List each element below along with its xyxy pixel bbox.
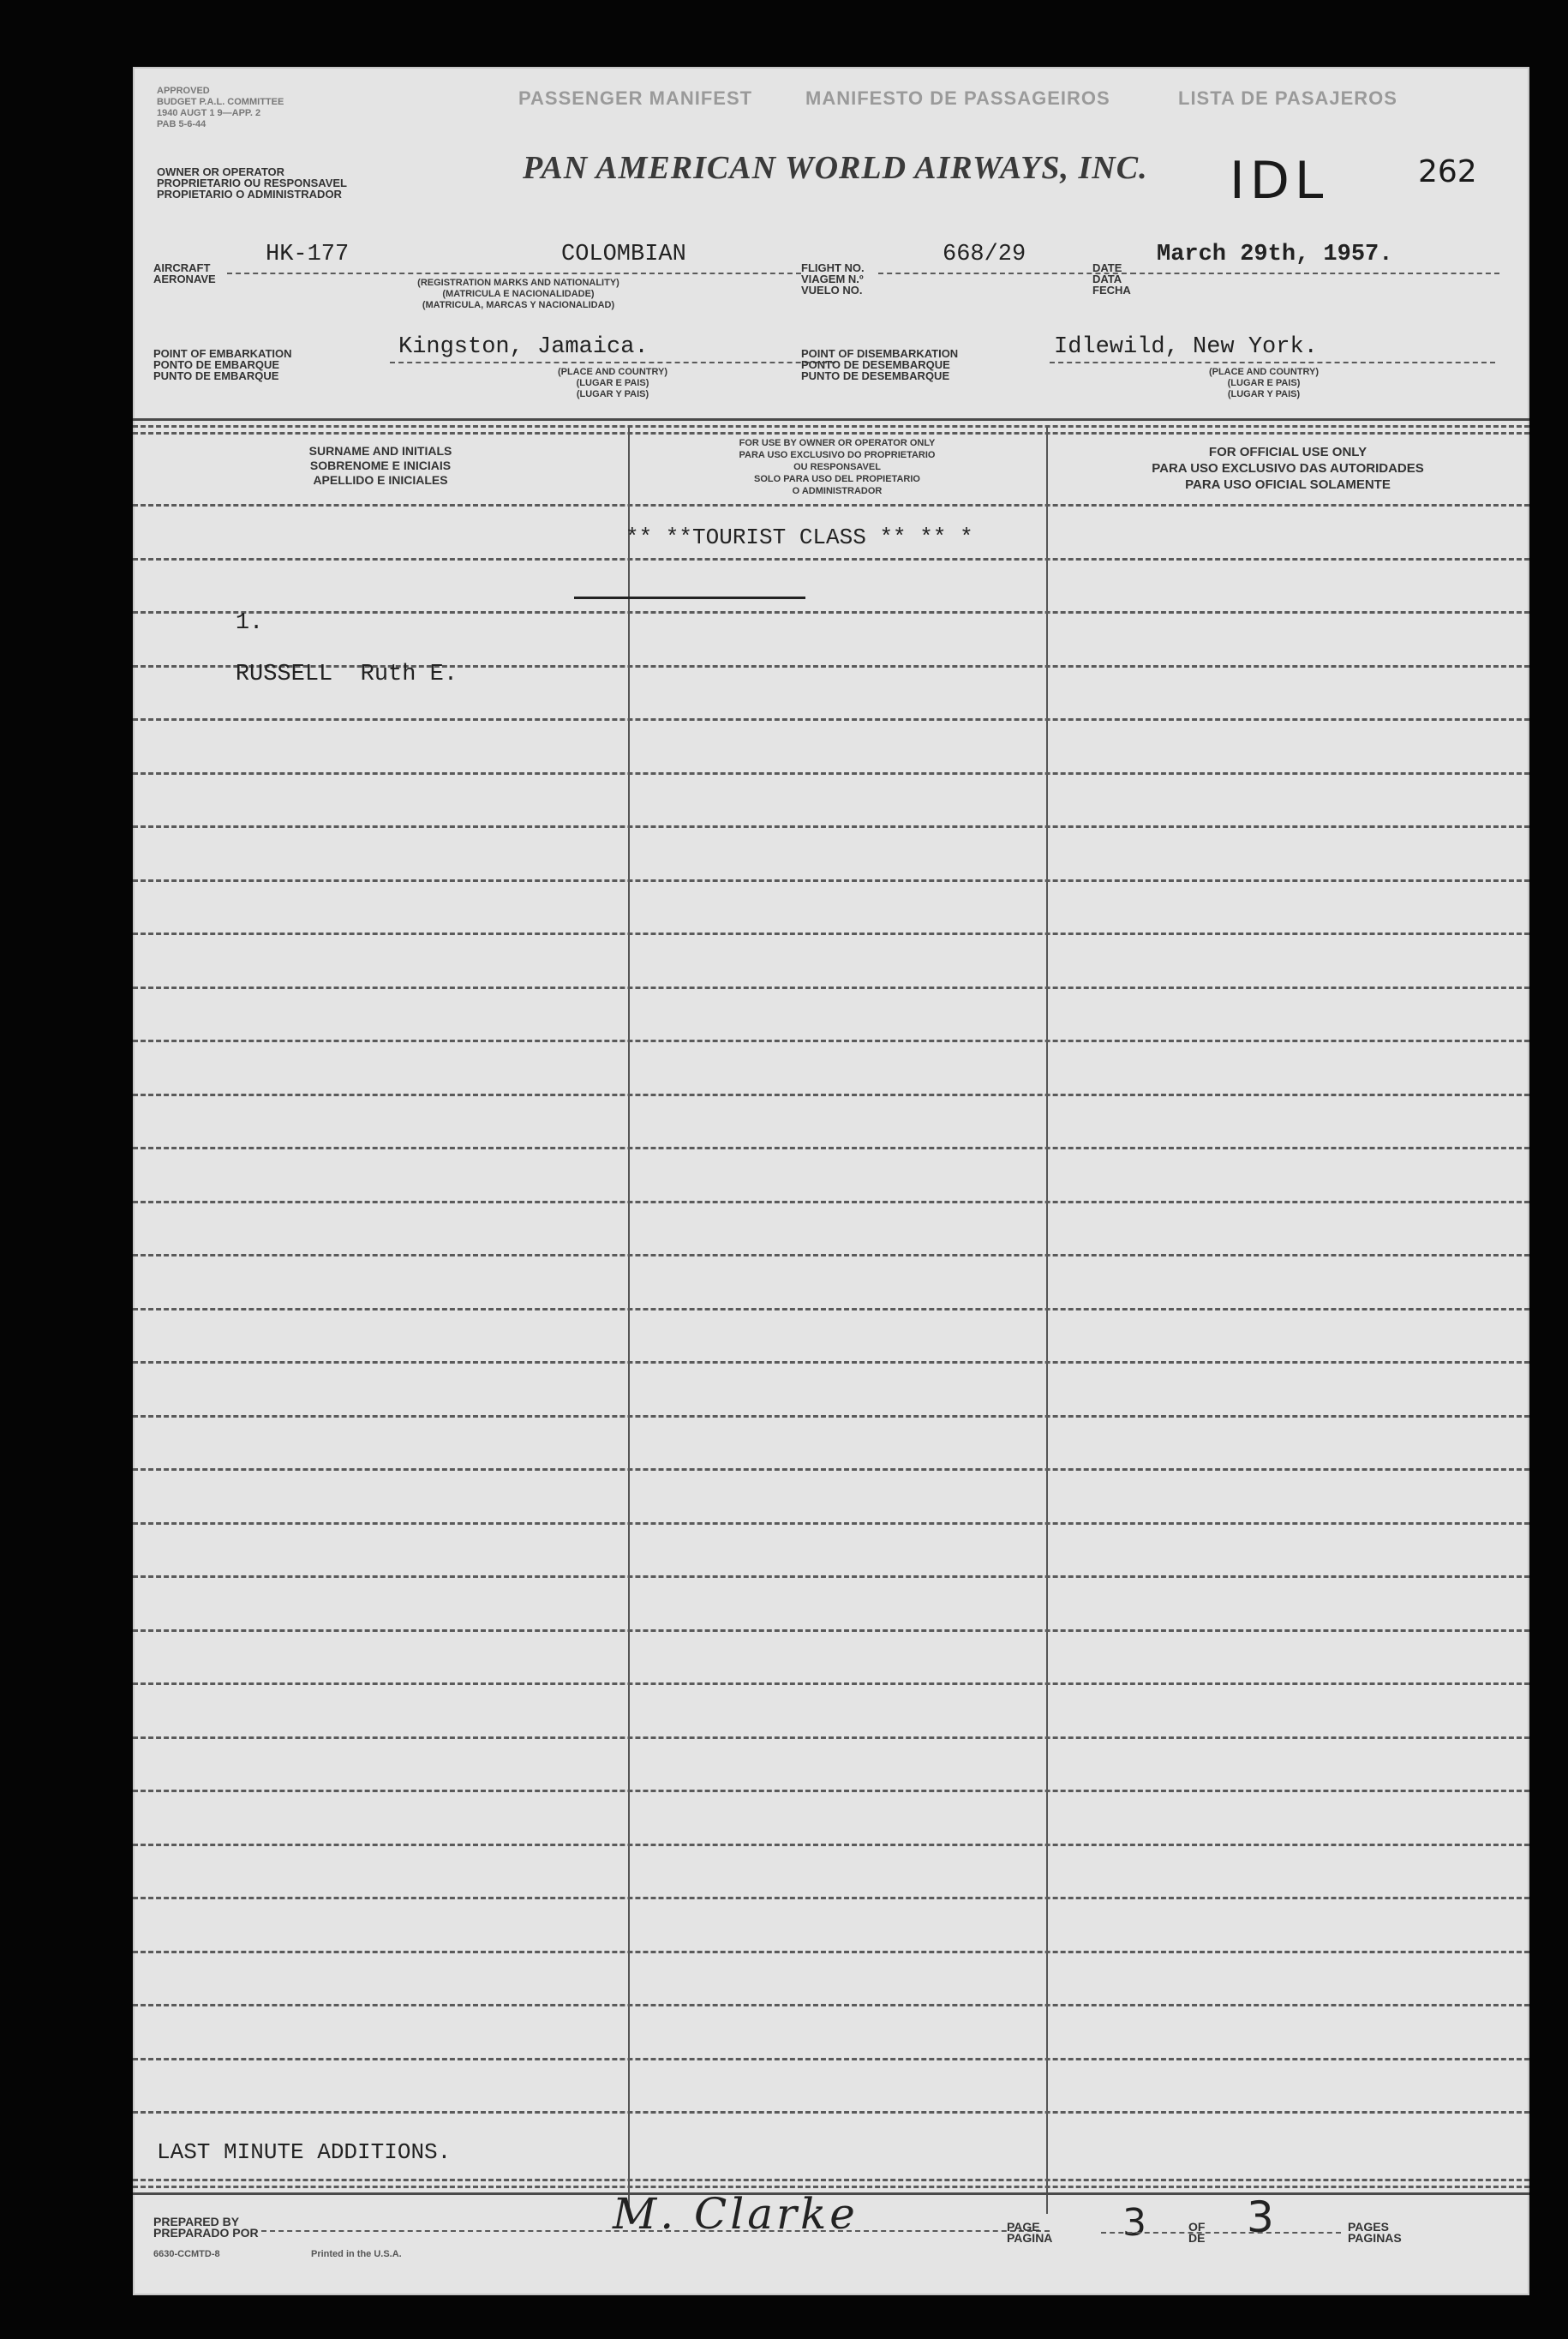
approval-line: 1940 AUGT 1 9—APP. 2 — [157, 108, 261, 118]
page-underline — [1101, 2232, 1341, 2234]
embarkation-label-pt: PONTO DE EMBARQUE — [153, 358, 280, 371]
table-row-line — [133, 1844, 1529, 1846]
manifest-sheet — [133, 67, 1529, 2295]
aircraft-label — [153, 262, 216, 285]
prepared-label-pt: PREPARADO POR — [153, 2226, 259, 2240]
table-row-line — [133, 2111, 1529, 2114]
embarkation-underline — [390, 362, 835, 363]
table-row-line — [133, 825, 1529, 828]
date-label-pt: DATA — [1092, 273, 1122, 285]
aircraft-sub-en: (REGISTRATION MARKS AND NATIONALITY) — [417, 278, 619, 288]
page-label — [1007, 2222, 1052, 2244]
aircraft-sub-pt: (MATRICULA E NACIONALIDADE) — [442, 289, 595, 299]
owner-label-es: PROPIETARIO O ADMINISTRADOR — [157, 188, 342, 201]
disembarkation-sub-en: (PLACE AND COUNTRY) — [1208, 367, 1320, 377]
table-row-line — [133, 879, 1529, 882]
disembarkation-sublabels — [1135, 367, 1392, 400]
table-row-line — [133, 1629, 1529, 1632]
bottom-rule-1 — [133, 2179, 1529, 2181]
disembarkation-label-en: POINT OF DISEMBARKATION — [801, 347, 959, 360]
annotation-number: 262 — [1418, 154, 1477, 189]
column-header-official — [1046, 444, 1529, 493]
last-minute-additions: LAST MINUTE ADDITIONS. — [157, 2139, 452, 2165]
table-row-line — [133, 1682, 1529, 1685]
disembarkation-label-pt: PONTO DE DESEMBARQUE — [801, 358, 950, 371]
prepared-label-en: PREPARED BY — [153, 2215, 240, 2228]
embarkation-label-es: PUNTO DE EMBARQUE — [153, 369, 279, 382]
column-header-line: SOLO PARA USO DEL PROPIETARIO — [754, 474, 920, 484]
passenger-name: RUSSELL Ruth E. — [235, 662, 458, 687]
disembarkation-label — [801, 348, 958, 381]
embarkation-sublabels — [484, 367, 741, 400]
flight-label — [801, 262, 865, 296]
table-row-line — [133, 933, 1529, 935]
title-es: LISTA DE PASAJEROS — [1178, 87, 1397, 109]
column-header-line: FOR OFFICIAL USE ONLY — [1208, 445, 1368, 459]
approval-block — [157, 86, 284, 130]
aircraft-label-en: AIRCRAFT — [153, 261, 211, 274]
column-header-line: O ADMINISTRADOR — [792, 486, 883, 496]
title-en: PASSENGER MANIFEST — [518, 87, 753, 109]
table-row-line — [133, 1415, 1529, 1418]
table-row-line — [133, 504, 1529, 507]
flight-label-es: VUELO NO. — [801, 284, 863, 297]
table-row-line — [133, 2058, 1529, 2060]
aircraft-registration: HK-177 — [266, 242, 350, 267]
embarkation-sub-en: (PLACE AND COUNTRY) — [557, 367, 668, 377]
column-header-line: FOR USE BY OWNER OR OPERATOR ONLY — [739, 438, 936, 448]
column-header-line: PARA USO EXCLUSIVO DO PROPRIETARIO — [739, 450, 936, 460]
approval-line: PAB 5-6-44 — [157, 119, 206, 129]
of-label-en: OF — [1188, 2220, 1206, 2234]
owner-label-pt: PROPRIETARIO OU RESPONSAVEL — [157, 177, 347, 189]
page-label-en: PAGE — [1007, 2220, 1040, 2234]
bottom-rule-2 — [133, 2186, 1529, 2188]
of-label-es: DE — [1188, 2231, 1206, 2245]
table-top-rule-3 — [133, 432, 1529, 435]
column-header-line: SOBRENOME E INICIAIS — [309, 459, 452, 472]
embarkation-sub-es: (LUGAR Y PAIS) — [576, 389, 649, 399]
column-header-line: OU RESPONSAVEL — [793, 462, 881, 472]
class-banner: ** **TOURIST CLASS ** ** * — [625, 525, 973, 550]
table-row-line — [133, 558, 1529, 561]
flight-number: 668/29 — [943, 242, 1026, 267]
prepared-by-label — [153, 2216, 259, 2239]
table-top-rule-2 — [133, 425, 1529, 428]
printed-note: Printed in the U.S.A. — [311, 2249, 402, 2259]
date-label-es: FECHA — [1092, 284, 1131, 297]
table-row-line — [133, 1575, 1529, 1578]
table-row-line — [133, 1790, 1529, 1792]
aircraft-underline — [227, 273, 801, 274]
aircraft-sub-es: (MATRICULA, MARCAS Y NACIONALIDAD) — [422, 300, 615, 310]
embarkation-label — [153, 348, 292, 381]
disembarkation-underline — [1050, 362, 1495, 363]
embarkation-sub-pt: (LUGAR E PAIS) — [576, 378, 649, 388]
pages-label — [1348, 2222, 1402, 2244]
embarkation-value: Kingston, Jamaica. — [398, 334, 649, 360]
date-label — [1092, 262, 1131, 296]
date-label-en: DATE — [1092, 261, 1122, 274]
column-header-line: APELLIDO E INICIALES — [313, 473, 448, 487]
disembarkation-sub-es: (LUGAR Y PAIS) — [1227, 389, 1301, 399]
aircraft-nationality: COLOMBIAN — [561, 242, 686, 267]
owner-name: PAN AMERICAN WORLD AIRWAYS, INC. — [523, 150, 1148, 186]
table-row-line — [133, 1897, 1529, 1899]
column-header-operator — [628, 437, 1046, 497]
aircraft-sublabels — [304, 278, 733, 311]
signature: M. Clarke — [613, 2189, 859, 2239]
table-row-line — [133, 1736, 1529, 1739]
form-number: 6630-CCMTD-8 — [153, 2249, 220, 2259]
page-label-es: PAGINA — [1007, 2231, 1053, 2245]
aircraft-label-pt: AERONAVE — [153, 273, 216, 285]
column-divider-2 — [1046, 427, 1048, 2214]
table-row-line — [133, 1951, 1529, 1953]
date-underline — [1131, 273, 1499, 274]
table-row-line — [133, 987, 1529, 989]
table-row-line — [133, 1522, 1529, 1525]
pages-label-en: PAGES — [1348, 2220, 1389, 2234]
table-top-rule — [133, 418, 1529, 421]
column-header-line: PARA USO EXCLUSIVO DAS AUTORIDADES — [1152, 461, 1424, 476]
disembarkation-sub-pt: (LUGAR E PAIS) — [1227, 378, 1301, 388]
passenger-strike-line — [574, 597, 805, 599]
page-value: 3 — [1122, 2201, 1146, 2245]
table-row-line — [133, 1254, 1529, 1256]
date-value: March 29th, 1957. — [1157, 242, 1393, 267]
table-row-line — [133, 1040, 1529, 1042]
disembarkation-label-es: PUNTO DE DESEMBARQUE — [801, 369, 950, 382]
pages-label-es: PAGINAS — [1348, 2231, 1402, 2245]
title-pt: MANIFESTO DE PASSAGEIROS — [805, 87, 1110, 109]
table-row-line — [133, 1468, 1529, 1471]
flight-label-pt: VIAGEM N.º — [801, 273, 864, 285]
annotation-code: IDL — [1230, 151, 1329, 211]
of-value: 3 — [1247, 2192, 1274, 2242]
table-row-line — [133, 1361, 1529, 1364]
table-row-line — [133, 1201, 1529, 1203]
column-header-surname — [133, 444, 628, 488]
column-divider-1 — [628, 427, 630, 2214]
passenger-number: 1. — [235, 610, 264, 636]
passenger-row — [180, 585, 458, 713]
disembarkation-value: Idlewild, New York. — [1054, 334, 1318, 360]
embarkation-label-en: POINT OF EMBARKATION — [153, 347, 292, 360]
approval-line: BUDGET P.A.L. COMMITTEE — [157, 97, 284, 107]
table-row-line — [133, 772, 1529, 775]
owner-labels — [157, 166, 347, 200]
approval-line: APPROVED — [157, 86, 210, 96]
owner-label-en: OWNER OR OPERATOR — [157, 165, 285, 178]
table-row-line — [133, 1094, 1529, 1096]
table-row-line — [133, 718, 1529, 721]
flight-label-en: FLIGHT NO. — [801, 261, 865, 274]
column-header-line: SURNAME AND INITIALS — [308, 444, 452, 458]
column-header-line: PARA USO OFICIAL SOLAMENTE — [1185, 477, 1391, 492]
table-row-line — [133, 1147, 1529, 1149]
table-row-line — [133, 1308, 1529, 1310]
table-row-line — [133, 2004, 1529, 2006]
